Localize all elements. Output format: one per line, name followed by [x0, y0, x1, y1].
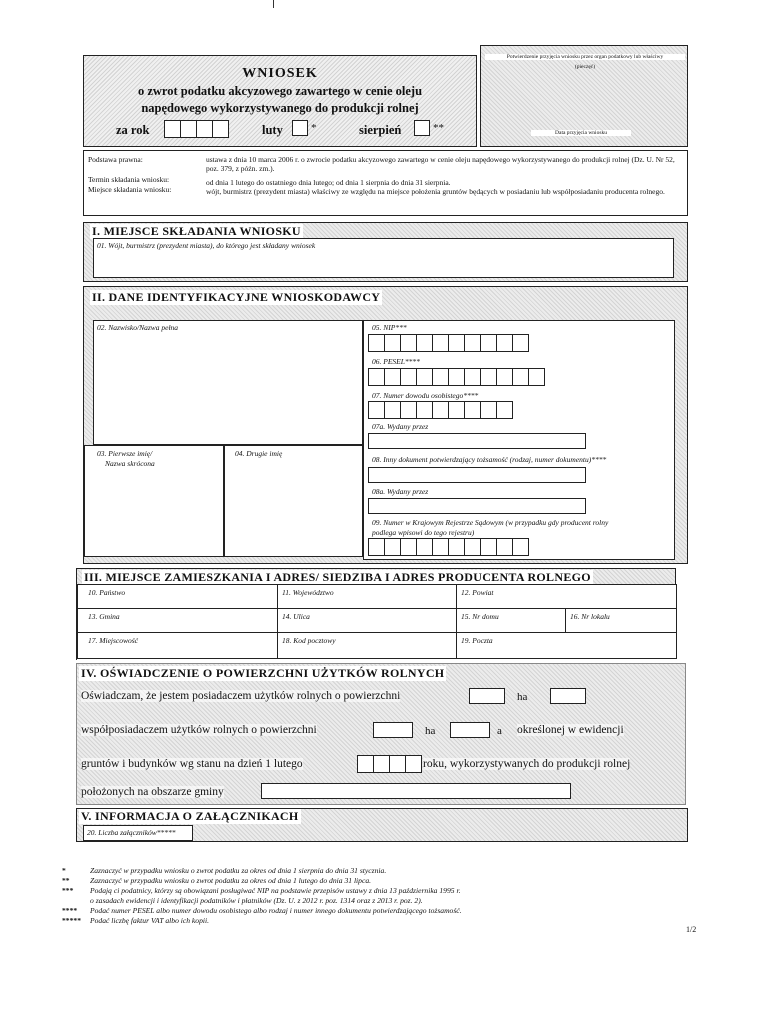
section-1-title: I. MIEJSCE SKŁADANIA WNIOSKU: [92, 224, 301, 238]
field-12-county[interactable]: [456, 584, 677, 609]
area-2-a-input[interactable]: [450, 722, 490, 738]
field-08-input[interactable]: [368, 467, 586, 483]
legal-basis-box: [83, 150, 688, 216]
stmt-line-4: położonych na obszarze gminy: [81, 786, 224, 798]
stmt-line-2-a: a: [497, 725, 502, 737]
field-17-label: 17. Miejscowość: [88, 636, 138, 645]
field-05-label: 05. NIP***: [372, 323, 407, 332]
stmt-line-3-tail: roku, wykorzystywanych do produkcji rolnej: [423, 758, 631, 770]
field-08a-label: 08a. Wydany przez: [372, 487, 429, 496]
legal-text-2: od dnia 1 lutego do ostatniego dnia lutego; od dnia 1 sierpnia do dnia 31 sierpnia.: [206, 178, 451, 187]
stmt-line-1: Oświadczam, że jestem posiadaczem użytków rolnych o powierzchni: [81, 690, 401, 702]
section-5: [76, 808, 688, 842]
year-cells[interactable]: [164, 120, 228, 138]
footnote-2: ** Zaznaczyć w przypadku wniosku o zwrot podatku za okres od dnia 1 lutego do dnia 31 lipca.: [62, 876, 372, 885]
field-20-label: 20. Liczba załączników*****: [87, 828, 176, 837]
field-03-first-name[interactable]: [84, 445, 224, 557]
section-4-title: IV. OŚWIADCZENIE O POWIERZCHNI UŻYTKÓW ROLNYCH: [81, 666, 445, 680]
field-18-label: 18. Kod pocztowy: [282, 636, 336, 645]
form-title: WNIOSEK: [242, 66, 318, 81]
footnotes: [62, 866, 702, 926]
footnote-5: ***** Podać liczbę faktur VAT albo ich kopii.: [62, 916, 210, 925]
footnote-3-cont: o zasadach ewidencji i identyfikacji podatników i płatników (Dz. U. z 2012 r. poz. 1314 oraz z 2013 r. poz. 2).: [90, 896, 423, 905]
field-14-street[interactable]: [277, 608, 457, 633]
footnote-1: * Zaznaczyć w przypadku wniosku o zwrot podatku za okres od dnia 1 sierpnia do dnia 31 stycznia.: [62, 866, 387, 875]
field-06-pesel-cells[interactable]: [368, 368, 544, 386]
field-19-post-office[interactable]: [456, 632, 677, 659]
footnote-4: **** Podać numer PESEL albo numer dowodu osobistego albo rodzaj i numer innego dokumentu potwierdzającego tożsamość.: [62, 906, 462, 915]
section-2-title: II. DANE IDENTYFIKACYJNE WNIOSKODAWCY: [92, 290, 381, 304]
field-09-label-2: podlega wpisowi do tego rejestru): [372, 528, 475, 537]
section-3: [76, 568, 676, 660]
stamp-bottom-text: Data przyjęcia wniosku: [531, 130, 631, 136]
area-1-a-input[interactable]: [550, 688, 586, 704]
month-feb-checkbox[interactable]: [292, 120, 308, 136]
month-feb-label: luty: [262, 123, 283, 137]
field-04-second-name[interactable]: [224, 445, 363, 557]
field-13-label: 13. Gmina: [88, 612, 120, 621]
field-10-label: 10. Państwo: [88, 588, 126, 597]
field-14-label: 14. Ulica: [282, 612, 310, 621]
legal-text-1: ustawa z dnia 10 marca 2006 r. o zwrocie podatku akcyzowego zawartego w cenie oleju napędowego wykorzystywanego do produkcji rolnej (Dz. U. Nr 52, poz. 379, z późn. zm.).: [206, 155, 675, 173]
field-09-label-1: 09. Numer w Krajowym Rejestrze Sądowym (w przypadku gdy producent rolny: [372, 518, 609, 527]
field-07-label: 07. Numer dowodu osobistego****: [372, 391, 479, 400]
form-subtitle-2: napędowego wykorzystywanego do produkcji rolnej: [141, 101, 419, 115]
commune-area-input[interactable]: [261, 783, 571, 799]
legal-label-1: Podstawa prawna:: [88, 155, 143, 164]
field-05-nip-cells[interactable]: [368, 334, 528, 352]
field-08-label: 08. Inny dokument potwierdzający tożsamość (rodzaj, numer dokumentu)****: [372, 455, 607, 464]
section-5-title: V. INFORMACJA O ZAŁĄCZNIKACH: [81, 809, 299, 823]
field-15-house-number[interactable]: [456, 608, 566, 633]
area-2-ha-input[interactable]: [373, 722, 413, 738]
field-13-commune[interactable]: [77, 608, 278, 633]
field-09-krs-cells[interactable]: [368, 538, 528, 556]
stmt-line-2-ha: ha: [425, 725, 436, 737]
legal-text-3: wójt, burmistrz (prezydent miasta) właściwy ze względu na miejsce położenia gruntów będących w posiadaniu lub współposiadaniu producenta rolnego.: [206, 187, 665, 196]
stmt-line-2: współposiadaczem użytków rolnych o powierzchni: [81, 724, 317, 736]
field-03-label-2: Nazwa skrócona: [105, 459, 155, 468]
field-11-label: 11. Województwo: [282, 588, 334, 597]
section-2-right-panel: [363, 320, 675, 560]
field-10-country[interactable]: [77, 584, 278, 609]
legal-label-3: Miejsce składania wniosku:: [88, 185, 172, 194]
address-grid: [77, 584, 677, 661]
field-04-label: 04. Drugie imię: [235, 449, 283, 458]
field-06-label: 06. PESEL****: [372, 357, 420, 366]
field-16-label: 16. Nr lokalu: [570, 612, 610, 621]
field-02-label: 02. Nazwisko/Nazwa pełna: [97, 323, 179, 332]
field-07a-label: 07a. Wydany przez: [372, 422, 429, 431]
field-01-authority[interactable]: [93, 238, 674, 278]
legal-label-2: Termin składania wniosku:: [88, 175, 170, 184]
section-3-title: III. MIEJSCE ZAMIESZKANIA I ADRES/ SIEDZIBA I ADRES PRODUCENTA ROLNEGO: [84, 570, 591, 584]
form-subtitle-1: o zwrot podatku akcyzowego zawartego w cenie oleju: [137, 84, 423, 98]
field-02-full-name[interactable]: [93, 320, 363, 445]
header-box: [83, 55, 477, 147]
field-18-postal-code[interactable]: [277, 632, 457, 659]
stmt-line-1-unit: ha: [517, 691, 528, 703]
stmt-line-2-tail: określonej w ewidencji: [517, 724, 624, 736]
section-4: [76, 663, 686, 805]
month-aug-mark: **: [433, 122, 444, 134]
field-08a-input[interactable]: [368, 498, 586, 514]
year-label: za rok: [116, 123, 150, 137]
section-2: [83, 286, 688, 564]
year-stan-cells[interactable]: [357, 755, 421, 773]
stamp-top-text: Potwierdzenie przyjęcia wniosku przez organ podatkowy lub właściwy: [485, 54, 685, 60]
stamp-top-text-2: (pieczęć): [574, 64, 596, 70]
field-20-attachments[interactable]: [83, 825, 193, 841]
field-01-label: 01. Wójt, burmistrz (prezydent miasta), do którego jest składany wniosek: [97, 241, 316, 250]
field-12-label: 12. Powiat: [461, 588, 494, 597]
field-11-voivodeship[interactable]: [277, 584, 457, 609]
field-07a-input[interactable]: [368, 433, 586, 449]
section-1: [83, 222, 688, 282]
field-07-id-cells[interactable]: [368, 401, 512, 419]
month-aug-checkbox[interactable]: [414, 120, 430, 136]
scan-mark: [273, 0, 274, 8]
footnote-3: *** Podają ci podatnicy, którzy są obowiązani posługiwać NIP na podstawie przepisów ustawy z dnia 13 października 1995 r.: [62, 886, 461, 895]
field-19-label: 19. Poczta: [461, 636, 493, 645]
stmt-line-3: gruntów i budynków wg stanu na dzień 1 lutego: [81, 758, 303, 770]
month-feb-mark: *: [311, 122, 317, 134]
receipt-stamp-box: [480, 45, 688, 147]
field-15-label: 15. Nr domu: [461, 612, 499, 621]
month-aug-label: sierpień: [359, 123, 402, 137]
field-16-apartment[interactable]: [565, 608, 677, 633]
field-17-locality[interactable]: [77, 632, 278, 659]
area-1-ha-input[interactable]: [469, 688, 505, 704]
page-number: 1/2: [686, 925, 697, 934]
field-03-label-1: 03. Pierwsze imię/: [97, 449, 153, 458]
